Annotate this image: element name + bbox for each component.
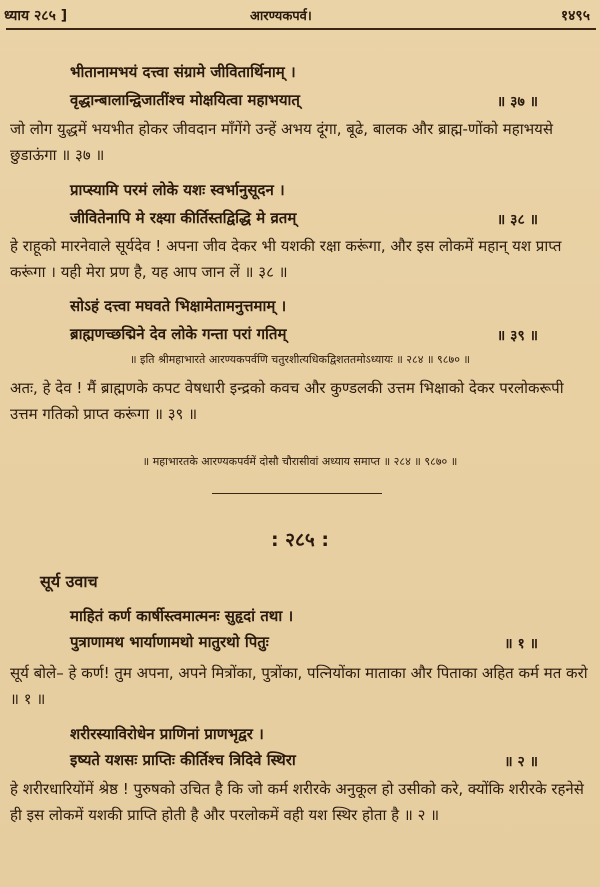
colophon-hindi: ॥ महाभारतके आरण्यकपर्वमें दोसौ चौरासीवां अध्याय समाप्त ॥ २८४ ॥ ९८७० ॥ xyxy=(142,455,458,468)
translation-2: हे शरीरधारियोंमें श्रेष्ठ ! पुरुषको उचित है कि जो कर्म शरीरके अनुकूल हो उसीको करे, क्योंकि शरीरके रहनेसे ही इस लोकमें यशकी प्राप्ति होती है और परलोकमें वही यश स्थिर होता है ॥ २ ॥ xyxy=(10,780,584,824)
verse-39-line1: सोऽहं दत्त्वा मघवते भिक्षामेतामनुत्तमाम् । xyxy=(70,297,287,315)
translation-1: सूर्य बोले– हे कर्ण! तुम अपना, अपने मित्रोंका, पुत्रोंका, पत्नियोंका माताका और पिताका अहित कर्म मत करो ॥ १ ॥ xyxy=(10,664,588,708)
translation-38: हे राहूको मारनेवाले सूर्यदेव ! अपना जीव देकर भी यशकी रक्षा करूंगा, और इस लोकमें महान् यश प्राप्त करूंगा । यही मेरा प्रण है, यह आप जान लें ॥ ३८ ॥ xyxy=(10,237,562,281)
verse-39-line2: ब्राह्मणच्छद्मिने देव लोके गन्ता परां गतिम् xyxy=(70,325,287,343)
translation-37: जो लोग युद्धमें भयभीत होकर जीवदान माँगेंगे उन्हें अभय दूंगा, बूढे, बालक और ब्राह्म-णोंको महाभयसे छुडाऊंगा ॥ ३७ ॥ xyxy=(10,120,553,164)
colophon-sanskrit: ॥ इति श्रीमहाभारते आरण्यकपर्वणि चतुरशीत्यधिकद्विशततमोऽध्यायः ॥ २८४ ॥ ९८७० ॥ xyxy=(129,353,471,366)
verse-37-line2: वृद्धान्बालान्द्विजातींश्च मोक्षयित्वा महाभयात् xyxy=(70,91,300,109)
verse-37-line1: भीतानामभयं दत्त्वा संग्रामे जीवितार्थिनाम् । xyxy=(70,63,296,81)
verse-38-number: ॥ ३८ ॥ xyxy=(496,212,538,228)
chapter-ref: ध्याय २८५ ] xyxy=(4,8,68,24)
page-header xyxy=(0,4,600,26)
verse-1-line1: माहितं कर्ण कार्षीस्त्वमात्मनः सुहृदां तथा । xyxy=(70,607,294,625)
page-number: १४९५ xyxy=(560,8,590,24)
section-title: आरण्यकपर्व। xyxy=(250,9,312,24)
verse-38-line1: प्राप्स्यामि परमं लोके यशः स्वर्भानुसूदन । xyxy=(70,181,285,199)
speaker-heading: सूर्य उवाच xyxy=(40,572,98,591)
translation-39: अतः, हे देव ! मैं ब्राह्मणके कपट वेषधारी इन्द्रको कवच और कुण्डलकी उत्तम भिक्षाको देकर परलोकरूपी उत्तम गतिको प्राप्त करूंगा ॥ ३९ ॥ xyxy=(10,379,564,423)
verse-38-line2: जीवितेनापि मे रक्ष्या कीर्तिस्तद्विद्धि मे व्रतम् xyxy=(70,209,297,227)
chapter-number: : २८५ : xyxy=(270,529,330,551)
verse-39-number: ॥ ३९ ॥ xyxy=(496,328,538,344)
verse-1-line2: पुत्राणामथ भार्याणामथो मातुरथो पितुः xyxy=(70,633,269,651)
verse-2-line1: शरीरस्याविरोधेन प्राणिनां प्राणभृद्वर । xyxy=(70,725,264,743)
header-rule xyxy=(6,28,596,30)
verse-2-line2: इष्यते यशसः प्राप्तिः कीर्तिश्च त्रिदिवे स्थिरा xyxy=(70,751,296,769)
verse-37-number: ॥ ३७ ॥ xyxy=(496,94,538,110)
section-divider xyxy=(212,493,382,494)
verse-2-number: ॥ २ ॥ xyxy=(504,754,538,770)
verse-1-number: ॥ १ ॥ xyxy=(504,636,538,652)
